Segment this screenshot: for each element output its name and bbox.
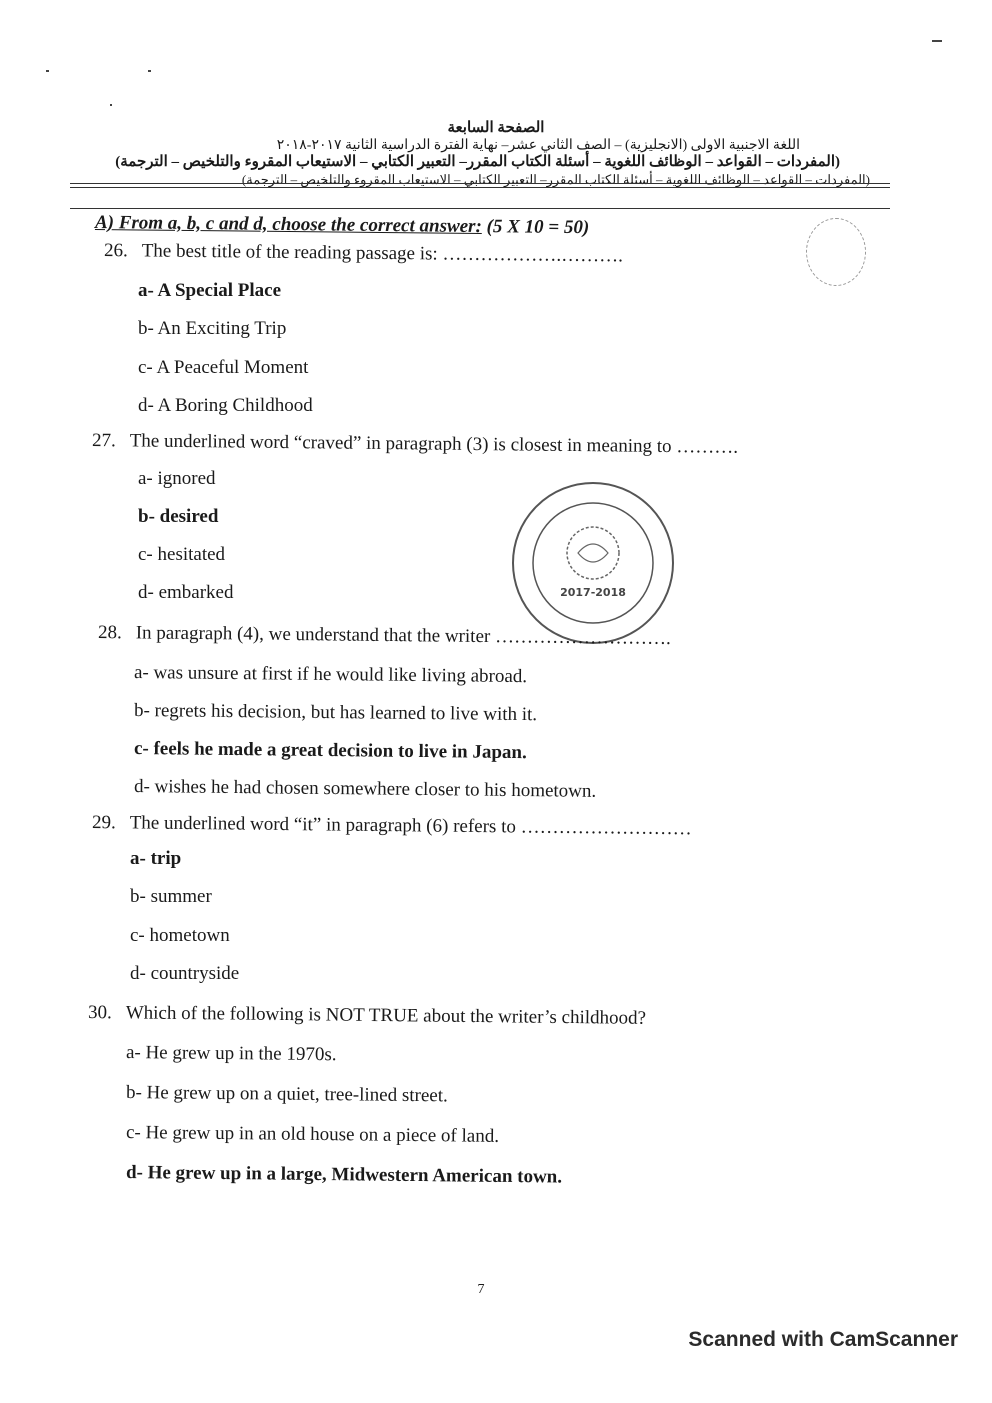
option-label: b- He grew up on a quiet, tree-lined street.: [125, 1082, 448, 1107]
section-instruction: [95, 212, 589, 239]
score-box: [806, 218, 866, 286]
question-number: 29.: [91, 812, 116, 834]
instruction-text: A) From a, b, c and d, choose the correct answer:: [94, 212, 482, 238]
scan-speck: [46, 70, 49, 72]
header-rule: [70, 183, 890, 184]
page-number: 7: [477, 1282, 485, 1297]
emblem-icon: [567, 527, 619, 579]
option-label: d- countryside: [130, 963, 240, 984]
option-d[interactable]: [126, 1162, 562, 1189]
question-text: In paragraph (4), we understand that the writer ……………………….: [135, 622, 671, 649]
option-label: a- A Special Place: [138, 280, 282, 301]
question-29: [92, 812, 692, 840]
topics-line-faint: (المفردات – القواعد – الوظائف اللغوية – أسئلة الكتاب المقرر– التعبير الكتابي – الاستيعاب المقروء والتلخيص – الترجمة): [241, 172, 870, 187]
topics-line: (المفردات – القواعد – الوظائف اللغوية – أسئلة الكتاب المقرر– التعبير الكتابي – الاستيعاب المقروء والتلخيص – الترجمة): [115, 154, 840, 170]
header-rule: [70, 208, 890, 209]
stamp-year: 2017-2018: [560, 586, 626, 599]
question-26: [104, 240, 623, 267]
option-b[interactable]: [130, 886, 212, 908]
option-label: a- ignored: [138, 468, 216, 489]
option-label: d- embarked: [138, 582, 234, 603]
course-line: اللغة الاجنبية الاولى (الانجليزية) – الصف الثاني عشر– نهاية الفترة الدراسية الثانية ٢٠١٧-٢٠١٨: [276, 138, 800, 153]
option-d[interactable]: [130, 963, 239, 985]
option-c[interactable]: [126, 1122, 499, 1148]
page-title: الصفحة السابعة: [447, 120, 545, 136]
option-a[interactable]: [130, 848, 181, 870]
option-d[interactable]: [138, 395, 313, 417]
official-stamp: [508, 478, 678, 648]
option-c[interactable]: [130, 925, 230, 947]
option-label: d- A Boring Childhood: [138, 395, 313, 416]
option-a[interactable]: [138, 280, 281, 302]
option-label: c- hometown: [130, 925, 230, 946]
option-label: b- summer: [130, 886, 212, 907]
option-b[interactable]: [134, 700, 537, 726]
instruction-score: (5 X 10 = 50): [486, 216, 590, 239]
scanner-watermark: Scanned with CamScanner: [688, 1328, 958, 1351]
scan-speck: [932, 40, 942, 42]
question-number: 26.: [103, 240, 128, 262]
option-label: d- wishes he had chosen somewhere closer to his hometown.: [133, 776, 597, 802]
question-text: The best title of the reading passage is: ……………….……….: [141, 240, 624, 267]
scan-speck: [148, 70, 151, 72]
option-b[interactable]: [126, 1082, 448, 1107]
option-label: c- He grew up in an old house on a piece of land.: [125, 1122, 500, 1147]
question-27: [92, 430, 738, 459]
stamp-inner-ring: [533, 503, 653, 623]
header-rule: [70, 187, 890, 188]
question-text: The underlined word “craved” in paragraph (3) is closest in meaning to ……….: [129, 430, 739, 458]
option-label: b- regrets his decision, but has learned to live with it.: [133, 700, 538, 726]
question-30: [88, 1002, 646, 1030]
option-d[interactable]: [134, 776, 596, 803]
option-label: b- desired: [138, 506, 219, 527]
question-number: 27.: [91, 430, 116, 452]
option-label: a- trip: [130, 848, 182, 869]
option-c[interactable]: [138, 357, 308, 379]
option-a[interactable]: [138, 468, 216, 490]
option-label: a- was unsure at first if he would like living abroad.: [133, 662, 528, 688]
option-label: c- A Peaceful Moment: [138, 357, 309, 378]
option-c[interactable]: [138, 544, 225, 566]
option-d[interactable]: [138, 582, 233, 604]
option-label: a- He grew up in the 1970s.: [125, 1042, 337, 1066]
option-label: d- He grew up in a large, Midwestern American town.: [125, 1162, 563, 1188]
scan-speck: [110, 104, 112, 106]
question-number: 30.: [87, 1002, 112, 1024]
option-label: c- feels he made a great decision to live in Japan.: [133, 738, 527, 764]
option-c[interactable]: [134, 738, 527, 764]
option-a[interactable]: [134, 662, 527, 688]
option-b[interactable]: [138, 318, 286, 340]
question-28: [98, 622, 671, 650]
stamp-outer-ring: [513, 483, 673, 643]
question-text: Which of the following is NOT TRUE about the writer’s childhood?: [125, 1002, 647, 1029]
option-label: c- hesitated: [138, 544, 226, 565]
option-label: b- An Exciting Trip: [138, 318, 287, 339]
option-a[interactable]: [126, 1042, 337, 1066]
question-text: The underlined word “it” in paragraph (6) refers to ………………………: [129, 812, 692, 840]
emblem-detail: [578, 544, 608, 562]
option-b[interactable]: [138, 506, 218, 528]
question-number: 28.: [97, 622, 122, 644]
